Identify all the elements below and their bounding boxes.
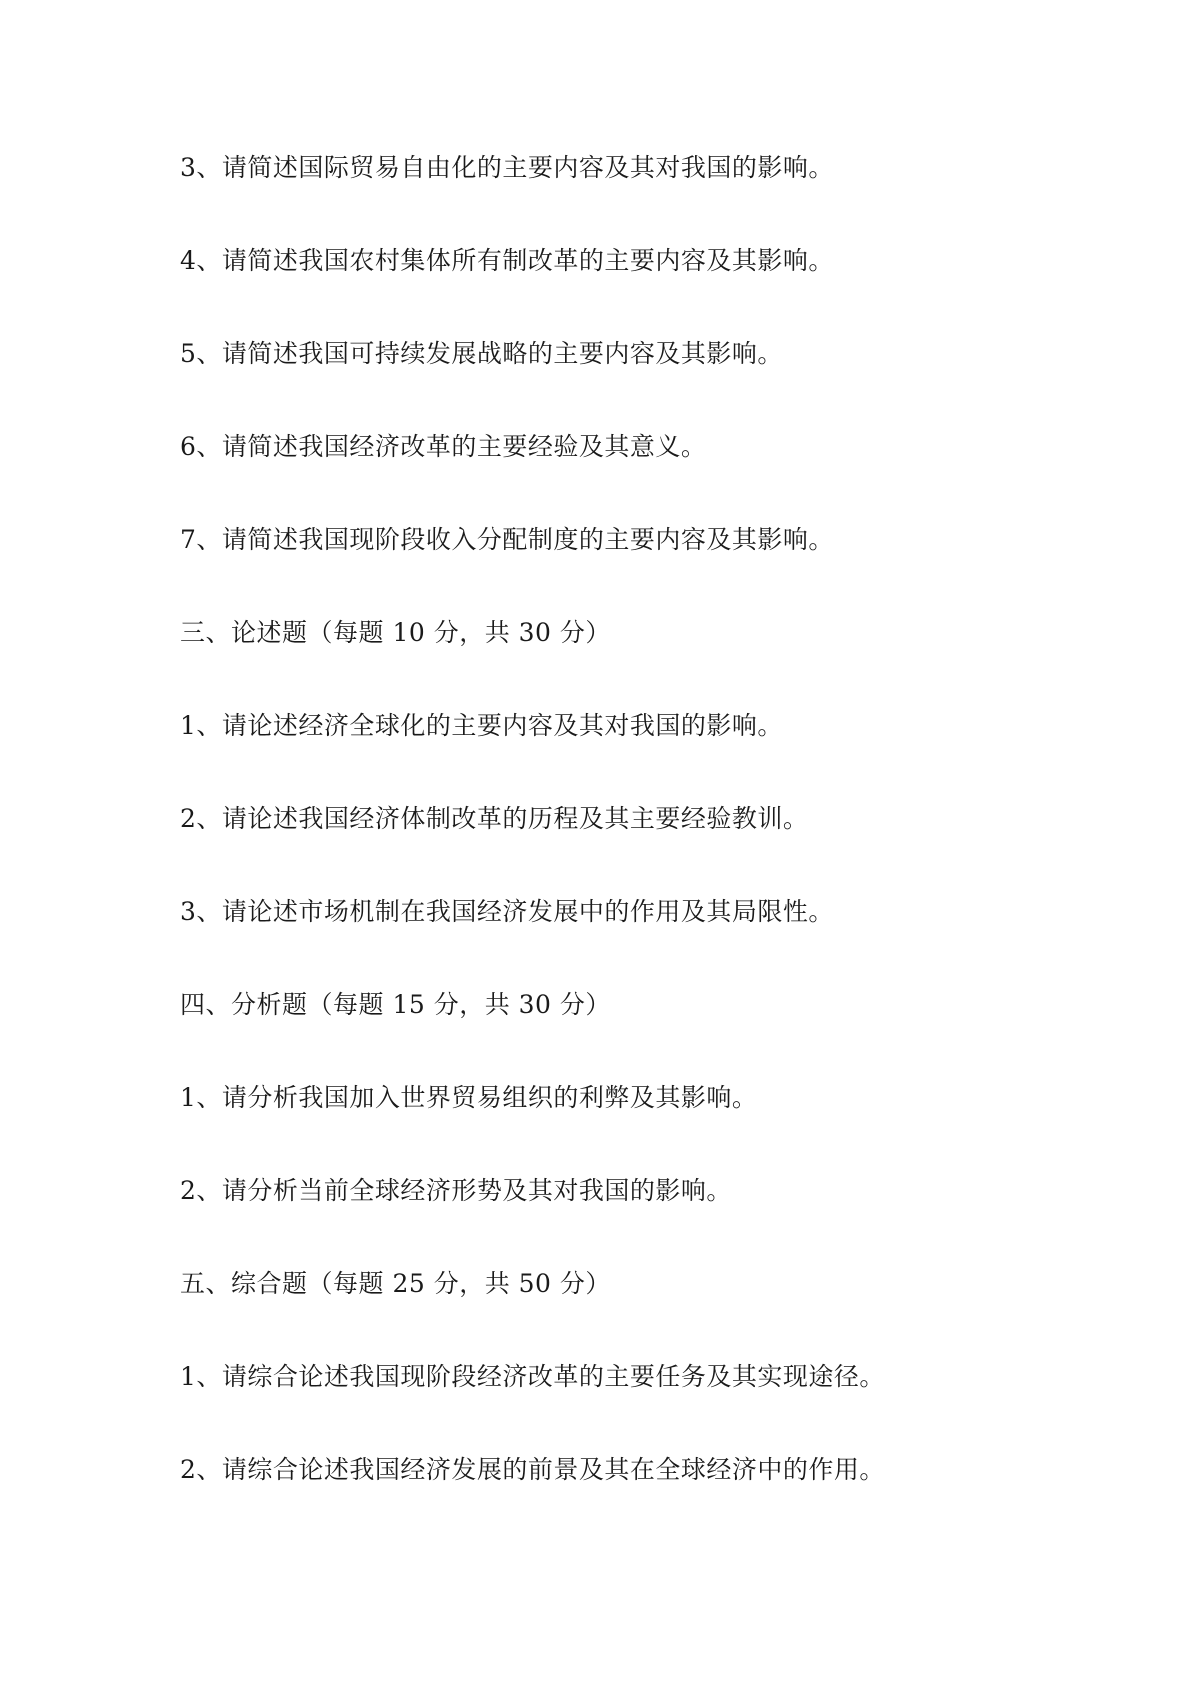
question-5-short-answer: 5、请简述我国可持续发展战略的主要内容及其影响。	[180, 339, 783, 368]
question-1-essay: 1、请论述经济全球化的主要内容及其对我国的影响。	[180, 711, 783, 740]
section-heading-analysis: 四、分析题（每题 15 分，共 30 分）	[180, 990, 611, 1019]
section-heading-essay: 三、论述题（每题 10 分，共 30 分）	[180, 618, 611, 647]
question-2-comprehensive: 2、请综合论述我国经济发展的前景及其在全球经济中的作用。	[180, 1455, 885, 1484]
question-1-comprehensive: 1、请综合论述我国现阶段经济改革的主要任务及其实现途径。	[180, 1362, 885, 1391]
question-3-essay: 3、请论述市场机制在我国经济发展中的作用及其局限性。	[180, 897, 834, 926]
section-heading-comprehensive: 五、综合题（每题 25 分，共 50 分）	[180, 1269, 611, 1298]
question-list	[180, 148, 1140, 1543]
question-4-short-answer: 4、请简述我国农村集体所有制改革的主要内容及其影响。	[180, 246, 834, 275]
question-6-short-answer: 6、请简述我国经济改革的主要经验及其意义。	[180, 432, 707, 461]
question-2-analysis: 2、请分析当前全球经济形势及其对我国的影响。	[180, 1176, 732, 1205]
question-3-short-answer: 3、请简述国际贸易自由化的主要内容及其对我国的影响。	[180, 153, 834, 182]
question-7-short-answer: 7、请简述我国现阶段收入分配制度的主要内容及其影响。	[180, 525, 834, 554]
question-2-essay: 2、请论述我国经济体制改革的历程及其主要经验教训。	[180, 804, 809, 833]
question-1-analysis: 1、请分析我国加入世界贸易组织的利弊及其影响。	[180, 1083, 758, 1112]
